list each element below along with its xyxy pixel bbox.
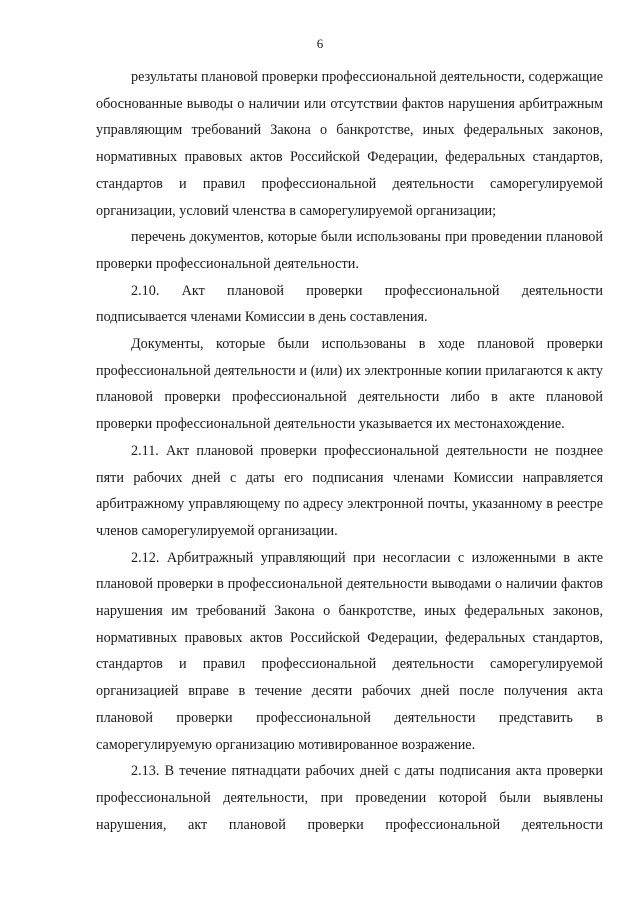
document-body [96,64,603,838]
paragraph-documents-list: перечень документов, которые были использованы при проведении плановой проверки профессиональной деятельности. [96,229,603,272]
paragraph-attached-documents: Документы, которые были использованы в ходе плановой проверки профессиональной деятельности и (или) их электронные копии прилагаются к акту плановой проверки профессиональной деятельности либо в акте плановой проверки профессиональной деятельности указывается их местонахождение. [96,336,603,433]
paragraph-2-11: 2.11. Акт плановой проверки профессиональной деятельности не позднее пяти рабочих дней с даты его подписания членами Комиссии направляется арбитражному управляющему по адресу электронной почты, указанному в реестре членов саморегулируемой организации. [96,442,603,539]
paragraph-2-10: 2.10. Акт плановой проверки профессиональной деятельности подписывается членами Комиссии в день составления. [96,282,603,326]
paragraph-inspection-results: результаты плановой проверки профессиональной деятельности, содержащие обоснованные выводы о наличии или отсутствии фактов нарушения арбитражным управляющим требований Закона о банкротстве, иных федеральных законов, нормативных правовых актов Российской Федерации, федеральных стандартов, стандартов и правил профессиональной деятельности саморегулируемой организации, условий членства в саморегулируемой организации; [96,69,603,219]
page-number: 6 [316,36,324,51]
paragraph-2-12: 2.12. Арбитражный управляющий при несогласии с изложенными в акте плановой проверки в профессиональной деятельности выводами о наличии фактов нарушения им требований Закона о банкротстве, иных федеральных законов, нормативных правовых актов Российской Федерации, федеральных стандартов, стандартов и правил профессиональной деятельности саморегулируемой организацией вправе в течение десяти рабочих дней после получения акта плановой проверки профессиональной деятельности представить в саморегулируемую организацию мотивированное возражение. [96,549,603,753]
paragraph-2-13: 2.13. В течение пятнадцати рабочих дней с даты подписания акта проверки профессиональной деятельности, при проведении которой были выявлены нарушения, акт плановой проверки профессиональной деятельности [96,763,603,833]
